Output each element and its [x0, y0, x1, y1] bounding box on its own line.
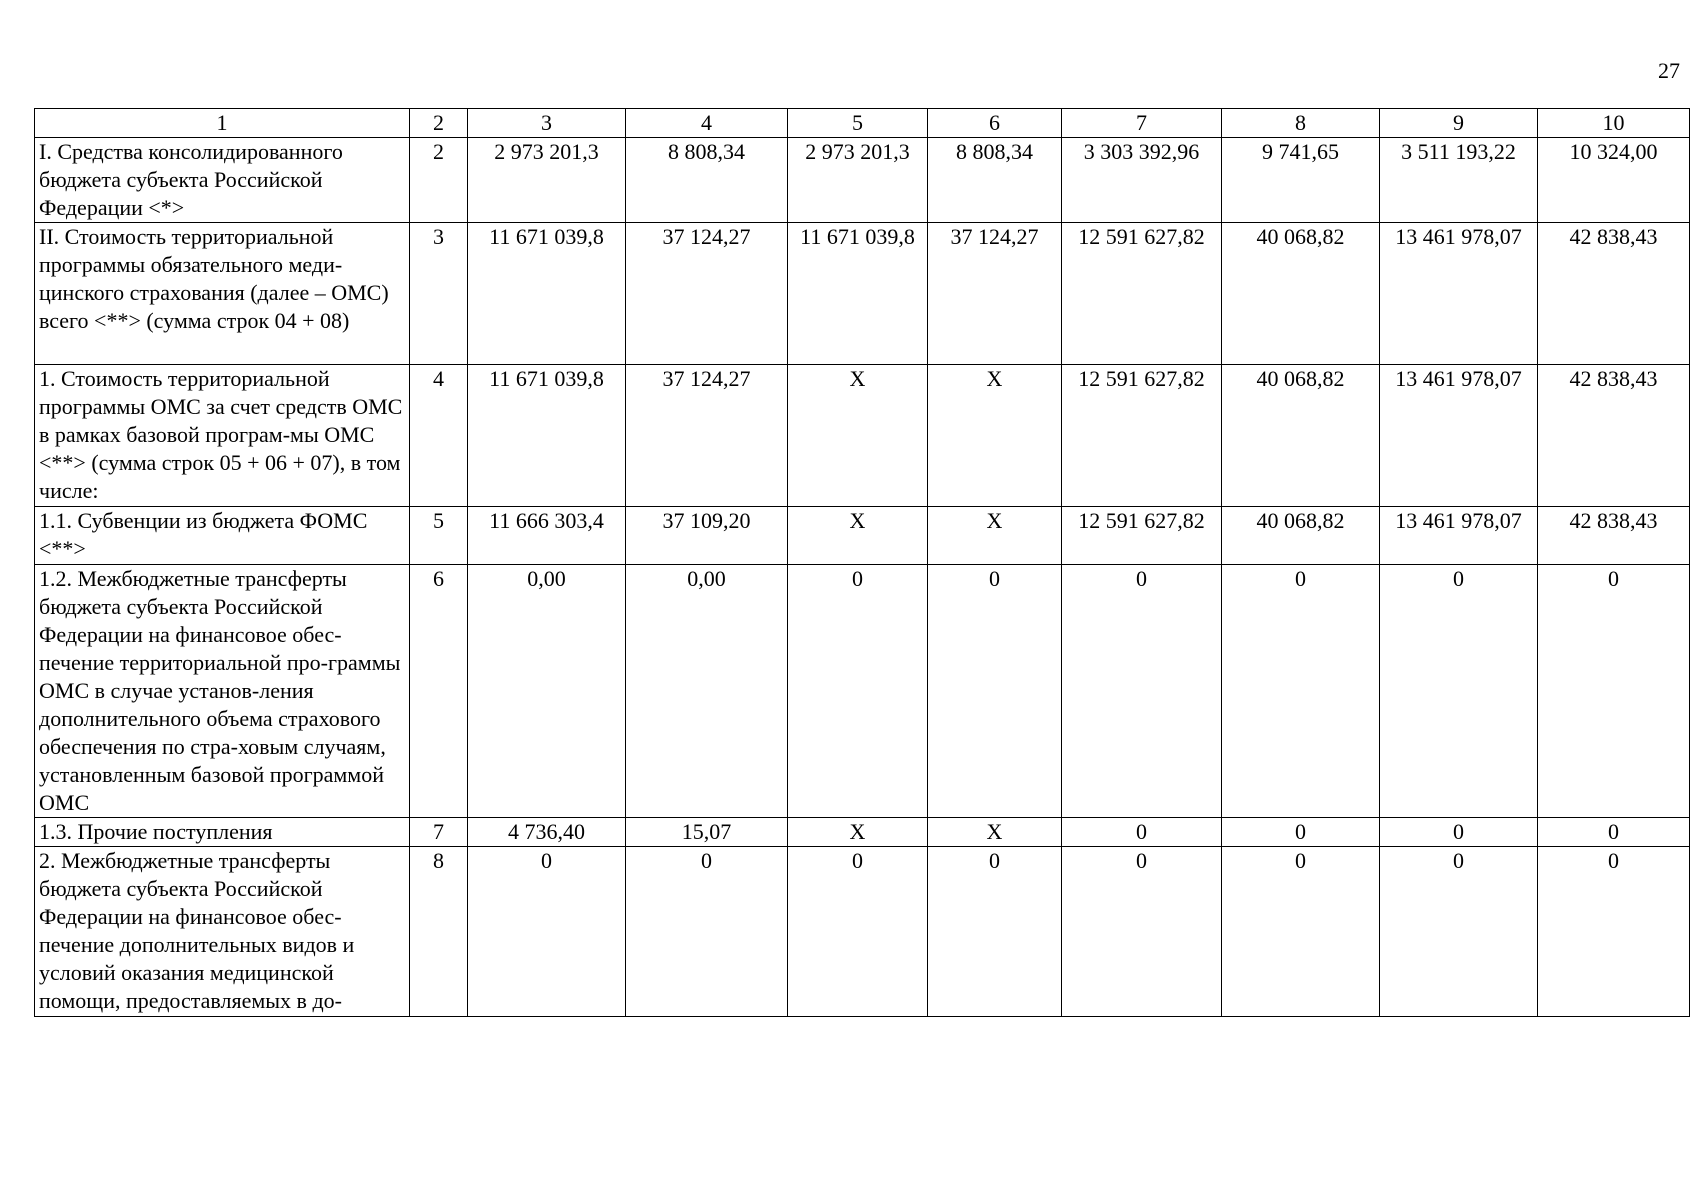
value-cell: 15,07 [626, 818, 788, 847]
value-cell: 2 973 201,3 [468, 138, 626, 223]
value-cell: 37 124,27 [626, 223, 788, 365]
value-cell: 40 068,82 [1222, 507, 1380, 565]
value-cell: 37 124,27 [626, 365, 788, 507]
value-cell: 0 [626, 847, 788, 1017]
value-cell: 12 591 627,82 [1062, 365, 1222, 507]
value-cell: 12 591 627,82 [1062, 223, 1222, 365]
header-cell: 7 [1062, 109, 1222, 138]
value-cell: 0 [928, 565, 1062, 818]
value-cell: 0,00 [468, 565, 626, 818]
value-cell: 13 461 978,07 [1380, 365, 1538, 507]
value-cell: Х [928, 507, 1062, 565]
value-cell: 0,00 [626, 565, 788, 818]
value-cell: 37 124,27 [928, 223, 1062, 365]
value-cell: 11 666 303,4 [468, 507, 626, 565]
value-cell: 42 838,43 [1538, 365, 1690, 507]
value-cell: 0 [1538, 818, 1690, 847]
row-label: 1.1. Субвенции из бюджета ФОМС <**> [35, 507, 410, 565]
header-cell: 10 [1538, 109, 1690, 138]
header-cell: 3 [468, 109, 626, 138]
table-row [35, 365, 1690, 507]
value-cell: Х [928, 365, 1062, 507]
value-cell: 0 [1380, 818, 1538, 847]
value-cell: 0 [1222, 818, 1380, 847]
table-row [35, 138, 1690, 223]
value-cell: 42 838,43 [1538, 507, 1690, 565]
value-cell: 0 [1380, 847, 1538, 1017]
value-cell: 0 [1222, 847, 1380, 1017]
value-cell: 42 838,43 [1538, 223, 1690, 365]
value-cell: 0 [928, 847, 1062, 1017]
row-code: 3 [410, 223, 468, 365]
table-row [35, 565, 1690, 818]
value-cell: 40 068,82 [1222, 223, 1380, 365]
value-cell: 4 736,40 [468, 818, 626, 847]
row-label: II. Стоимость территориальной программы обязательного меди-цинского страхования (далее – ОМС) всего <**> (сумма строк 04 + 08) [35, 223, 410, 365]
value-cell: 11 671 039,8 [468, 223, 626, 365]
table-row [35, 818, 1690, 847]
value-cell: 3 511 193,22 [1380, 138, 1538, 223]
row-label: I. Средства консолидированного бюджета субъекта Российской Федерации <*> [35, 138, 410, 223]
header-cell: 8 [1222, 109, 1380, 138]
header-cell: 4 [626, 109, 788, 138]
row-code: 2 [410, 138, 468, 223]
value-cell: 11 671 039,8 [788, 223, 928, 365]
value-cell: Х [788, 507, 928, 565]
value-cell: 8 808,34 [626, 138, 788, 223]
value-cell: 13 461 978,07 [1380, 223, 1538, 365]
value-cell: 9 741,65 [1222, 138, 1380, 223]
header-cell: 1 [35, 109, 410, 138]
row-code: 6 [410, 565, 468, 818]
row-label: 2. Межбюджетные трансферты бюджета субъекта Российской Федерации на финансовое обес-печение дополнительных видов и условий оказания медицинской помощи, предоставляемых в до- [35, 847, 410, 1017]
budget-table [34, 108, 1690, 1017]
value-cell: Х [788, 818, 928, 847]
value-cell: 0 [1062, 565, 1222, 818]
value-cell: 0 [468, 847, 626, 1017]
row-code: 5 [410, 507, 468, 565]
value-cell: 2 973 201,3 [788, 138, 928, 223]
value-cell: 0 [1062, 847, 1222, 1017]
value-cell: 11 671 039,8 [468, 365, 626, 507]
value-cell: 0 [1538, 565, 1690, 818]
value-cell: 10 324,00 [1538, 138, 1690, 223]
row-code: 4 [410, 365, 468, 507]
value-cell: 8 808,34 [928, 138, 1062, 223]
value-cell: Х [928, 818, 1062, 847]
row-label: 1. Стоимость территориальной программы ОМС за счет средств ОМС в рамках базовой програм-мы ОМС <**> (сумма строк 05 + 06 + 07), в том числе: [35, 365, 410, 507]
table-row [35, 223, 1690, 365]
value-cell: 0 [1222, 565, 1380, 818]
row-code: 8 [410, 847, 468, 1017]
value-cell: 0 [1538, 847, 1690, 1017]
table-row [35, 847, 1690, 1017]
row-code: 7 [410, 818, 468, 847]
value-cell: 0 [1380, 565, 1538, 818]
page-number: 27 [1658, 58, 1680, 83]
table-row [35, 507, 1690, 565]
value-cell: 0 [788, 847, 928, 1017]
value-cell: 3 303 392,96 [1062, 138, 1222, 223]
header-cell: 5 [788, 109, 928, 138]
header-cell: 9 [1380, 109, 1538, 138]
value-cell: 13 461 978,07 [1380, 507, 1538, 565]
row-label: 1.2. Межбюджетные трансферты бюджета субъекта Российской Федерации на финансовое обес-печение территориальной про-граммы ОМС в случае установ-ления дополнительного объема страхового обеспечения по стра-ховым случаям, установленным базовой программой ОМС [35, 565, 410, 818]
value-cell: 12 591 627,82 [1062, 507, 1222, 565]
value-cell: 40 068,82 [1222, 365, 1380, 507]
header-cell: 6 [928, 109, 1062, 138]
value-cell: 0 [1062, 818, 1222, 847]
row-label: 1.3. Прочие поступления [35, 818, 410, 847]
value-cell: Х [788, 365, 928, 507]
header-cell: 2 [410, 109, 468, 138]
value-cell: 0 [788, 565, 928, 818]
value-cell: 37 109,20 [626, 507, 788, 565]
table-header-row [35, 109, 1690, 138]
